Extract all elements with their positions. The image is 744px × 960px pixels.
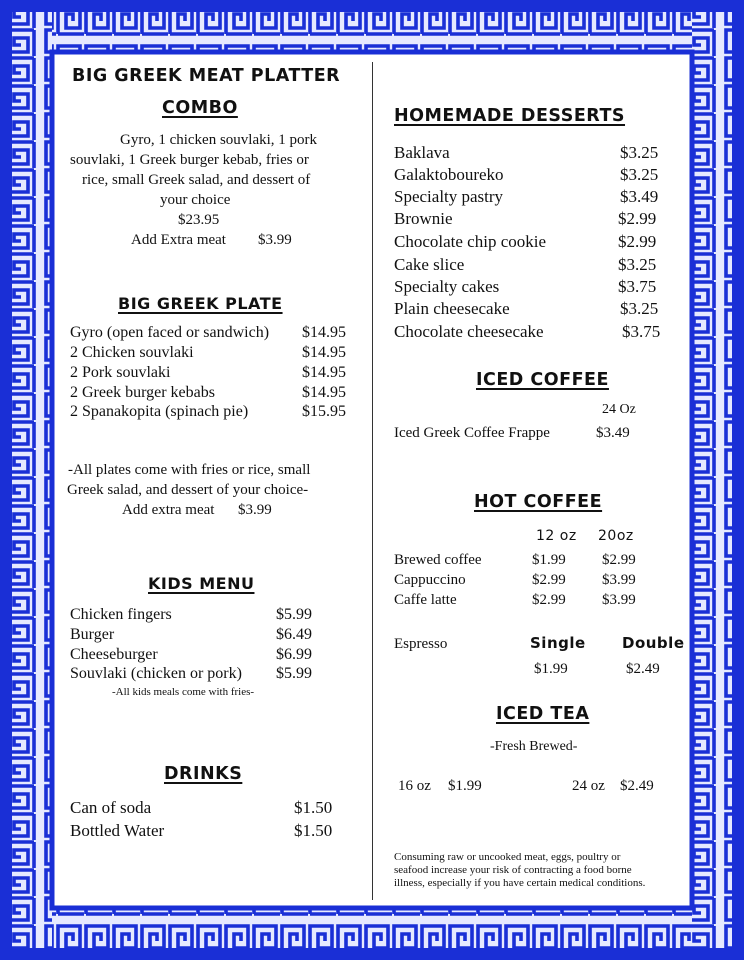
combo-title: BIG GREEK MEAT PLATTER — [72, 66, 341, 86]
iced-tea-size-24: 24 oz — [572, 778, 605, 794]
espresso-single-label: Single — [530, 634, 586, 652]
disclaimer-line: illness, especially if you have certain medical conditions. — [394, 877, 646, 889]
hot-coffee-title: HOT COFFEE — [474, 492, 603, 512]
disclaimer-line: seafood increase your risk of contracting a food borne — [394, 864, 632, 876]
desserts-title: HOMEMADE DESSERTS — [394, 106, 626, 126]
iced-tea-size-16: 16 oz — [398, 778, 431, 794]
plate-extra-price: $3.99 — [238, 502, 272, 518]
column-divider — [372, 62, 373, 900]
combo-desc-line: your choice — [160, 192, 231, 208]
iced-tea-title: ICED TEA — [496, 704, 590, 724]
iced-coffee-title: ICED COFFEE — [476, 370, 609, 390]
espresso-double-price: $2.49 — [626, 661, 660, 677]
iced-tea-price-24: $2.49 — [620, 778, 654, 794]
hot-coffee-size-12: 12 oz — [536, 528, 577, 544]
combo-extra-price: $3.99 — [258, 232, 292, 248]
disclaimer-line: Consuming raw or uncooked meat, eggs, poultry or — [394, 851, 621, 863]
iced-coffee-item: Iced Greek Coffee Frappe — [394, 425, 550, 441]
plate-title: BIG GREEK PLATE — [118, 294, 283, 313]
espresso-label: Espresso — [394, 636, 448, 652]
espresso-single-price: $1.99 — [534, 661, 568, 677]
combo-desc-line: rice, small Greek salad, and dessert of — [82, 172, 311, 188]
hot-coffee-size-20: 20oz — [598, 528, 634, 544]
combo-price: $23.95 — [178, 212, 220, 228]
espresso-double-label: Double — [622, 634, 685, 652]
combo-desc-line: Gyro, 1 chicken souvlaki, 1 pork — [120, 132, 318, 148]
iced-tea-price-16: $1.99 — [448, 778, 482, 794]
plate-extra-label: Add extra meat — [122, 502, 215, 518]
combo-extra-label: Add Extra meat — [131, 232, 226, 248]
kids-title: KIDS MENU — [148, 574, 255, 593]
kids-note: -All kids meals come with fries- — [112, 686, 255, 698]
combo-desc-line: souvlaki, 1 Greek burger kebab, fries or — [70, 152, 309, 168]
plate-note: -All plates come with fries or rice, small — [68, 462, 311, 478]
iced-coffee-price: $3.49 — [596, 425, 630, 441]
drinks-title: DRINKS — [164, 764, 243, 784]
plate-note: Greek salad, and dessert of your choice- — [67, 482, 309, 498]
iced-coffee-size: 24 Oz — [602, 402, 636, 417]
iced-tea-subtitle: -Fresh Brewed- — [490, 739, 578, 754]
combo-subtitle: COMBO — [162, 98, 238, 118]
